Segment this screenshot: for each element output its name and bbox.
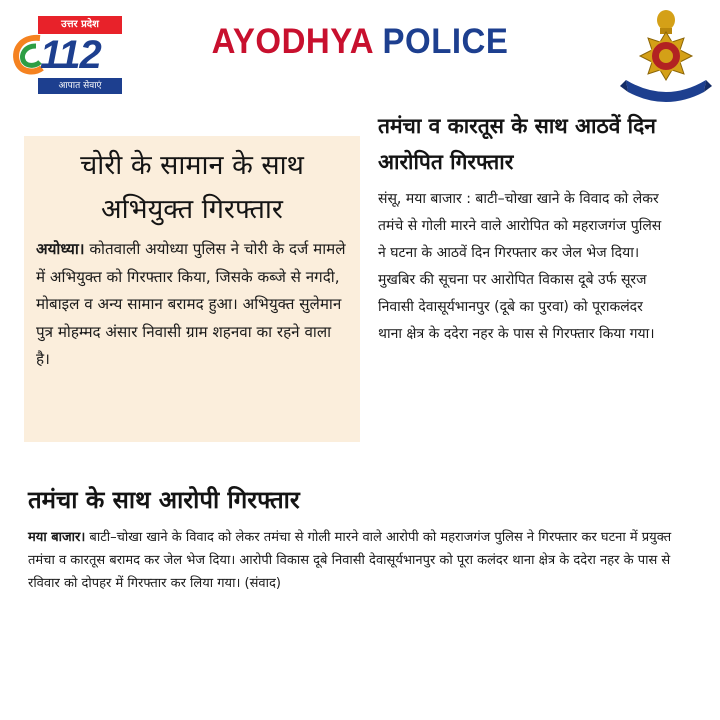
clipping-text: बाटी–चोखा खाने के विवाद को लेकर तमंचा से गोली मारने वाले आरोपी को महराजगंज पुलिस ने गिरफ्तार कर घटना में प्रयुक्त तमंचा व कारतूस बरामद कर जेल भेज दिया। आरोपी विकास दूबे निवासी देवासूर्यभानपुर को पूरा कलंदर थाना क्षेत्र के ददेरा नहर के पास से रविवार को दोपहर में गिरफ्तार कर लिया गया। (संवाद) [28,530,672,591]
clipping-headline: तमंचा के साथ आरोपी गिरफ्तार [28,486,300,514]
clipping-dateline: अयोध्या। [36,240,85,258]
clipping-headline: चोरी के सामान के साथ अभियुक्त गिरफ्तार [80,150,304,225]
logo-top-band: उत्तर प्रदेश [38,16,122,34]
page-title [0,20,720,61]
news-clipping-theft-arrest [24,136,360,442]
up-police-emblem-icon [620,6,712,102]
logo-bottom-band: आपात सेवाएं [38,78,122,94]
logo-number: 112 [40,33,101,77]
clipping-body [28,526,692,595]
news-clipping-eighth-day-arrest [374,108,670,472]
title-ayodhya: AYODHYA [211,20,373,61]
clipping-body: संसू, मया बाजार : बाटी–चोखा खाने के विवाद को लेकर तमंचे से गोली मारने वाले आरोपित को महराजगंज पुलिस ने घटना के आठवें दिन गिरफ्तार कर जेल भेज दिया। मुखबिर की सूचना पर आरोपित विकास दूबे उर्फ सूरज निवासी देवासूर्यभानपुर (दूबे का पुरवा) को पूराकलंदर थाना क्षेत्र के ददेरा नहर के पास से गिरफ्तार किया गया। [378,191,662,342]
clipping-text: कोतवाली अयोध्या पुलिस ने चोरी के दर्ज मामले में अभियुक्त को गिरफ्तार किया, जिसके कब्जे से नगदी, मोबाइल व अन्य सामान बरामद हुआ। अभियुक्त सुलेमान पुत्र मोहम्मद अंसार निवासी ग्राम शहनवा का रहने वाला है। [36,240,346,368]
title-police: POLICE [382,20,509,61]
clipping-dateline: मया बाजार। [28,530,86,545]
news-clipping-pistol-arrest [22,478,698,648]
clipping-body [36,236,348,374]
clipping-headline: तमंचा व कारतूस के साथ आठवें दिन आरोपित गिरफ्तार [378,114,656,174]
